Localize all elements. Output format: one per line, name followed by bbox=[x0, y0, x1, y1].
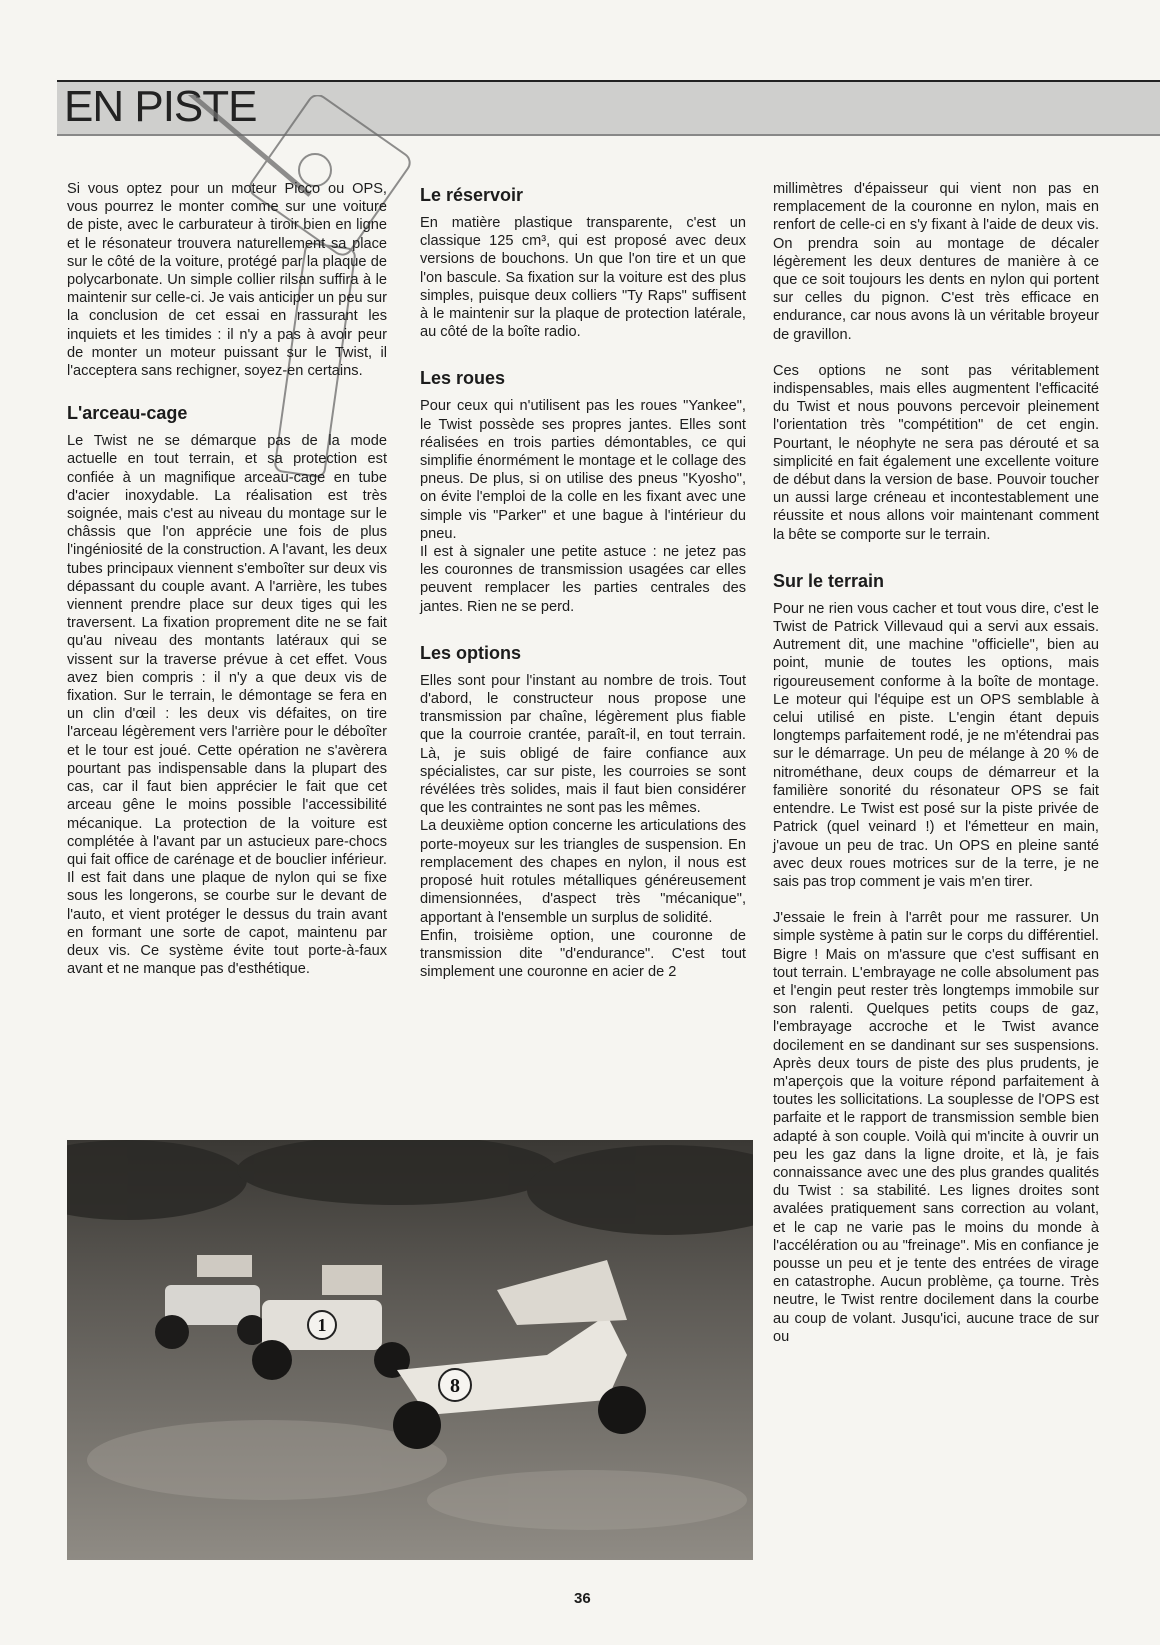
col3-paragraph-4: J'essaie le frein à l'arrêt pour me rassurer. Un simple système à patin sur le corps du différentiel. Bigre ! Mais on m'assure que c'est suffisant en tout terrain. L'embrayage ne colle absolument pas et l'engin peut rester très longtemps immobile sur son ralenti. Quelques petits coups de gaz, l'embrayage accroche et le Twist avance docilement en se dandinant sur ses suspensions. Après deux tours de piste des plus prudents, je m'aperçois que la voiture répond parfaitement à toutes les sollicitations. La souplesse de l'OPS est parfaite et le rapport de transmission semble bien adapté à son couple. Voilà qui m'incite à ouvrir un peu les gaz dans la ligne droite, et là, je fais connaissance avec une des plus grandes qualités du Twist : sa stabilité. Les lignes droites sont avalées pratiquement sans correction au volant, et le cap ne varie pas le moins du monde à l'accélération ou au "freinage". Mis en confiance je pousse un peu et je tente des entrées de virage en catastrophe. Aucun problème, ça tourne. Très neutre, le Twist rentre docilement dans la courbe au coup de volant. Jusqu'ici, aucune trace de sur ou bbox=[773, 910, 1099, 1345]
col2-paragraph-5: La deuxième option concerne les articulations des porte-moyeux sur les triangles de suspension. En remplacement des chapes en nylon, il nous est proposé huit rotules métalliques généreusement dimensionnées, d'aspect très "mécanique", apportant à l'ensemble un surplus de solidité. bbox=[420, 818, 746, 926]
col1-paragraph-2: Le Twist ne se démarque pas de la mode actuelle en tout terrain, et sa protection est confiée à un magnifique arceau-cage en tube d'acier inoxydable. La réalisation est très soignée, mais c'est au niveau du montage sur le châssis que l'on apprécie une fois de plus l'ingéniosité de la construction. A l'avant, les deux tubes principaux viennent s'emboîter sur deux vis dépassant du couple avant. A l'arrière, les tubes viennent prendre place sur deux tiges qui les traversent. La fixation proprement dite ne se fait qu'au niveau des montants latéraux qui se vissent sur la traverse prévue à cet effet. Vous avez bien compris : il n'y a que deux vis de fixation. Sur le terrain, le démontage se fera en un clin d'œil : les deux vis défaites, on tire l'arceau légèrement vers l'arrière pour le déboîter et le tour est joué. Cette opération ne s'avèrera pourtant pas indispensable dans la plupart des cas, car il faut bien apprécier le fait que cet arceau gêne le moins possible l'accessibilité mécanique. La protection de la voiture est complétée à l'avant par un astucieux pare-chocs qui fait office de carénage et de bouclier inférieur. Il est fait dans une plaque de nylon qui se fixe sous les longerons, se courbe sur le devant de l'auto, et vient protéger le dessus du train avant en formant une sorte de capot, maintenu par deux vis. Ce système évite tout porte-à-faux avant et ne manque pas d'esthétique. bbox=[67, 433, 387, 978]
car-number-8-label: 8 bbox=[450, 1375, 460, 1397]
heading-reservoir: Le réservoir bbox=[420, 185, 524, 205]
page-number: 36 bbox=[574, 1590, 591, 1607]
heading-arceau-cage: L'arceau-cage bbox=[67, 403, 188, 424]
col2-paragraph-1: En matière plastique transparente, c'est un classique 125 cm³, qui est proposé avec deux versions de bouchons. Un que l'on tire et un que l'on bascule. Sa fixation sur la voiture est des plus simples, puisque deux colliers "Ty Raps" suffisent à le maintenir sur la plaque de protection latérale, au côté de la boîte radio. bbox=[420, 215, 746, 341]
col3-paragraph-1: millimètres d'épaisseur qui vient non pas en remplacement de la couronne en nylon, mais en renfort de celle-ci en s'y fixant à l'aide de deux vis. On prendra soin au montage de décaler légèrement les deux dentures de manière à ce que ce soit toujours les dents en nylon qui portent sur celles du pignon. C'est très efficace en endurance, car nous avons là un véritable broyeur de gravillon. bbox=[773, 181, 1099, 343]
col2-paragraph-6: Enfin, troisième option, une couronne de transmission dite "d'endurance". C'est tout simplement une couronne en acier de 2 bbox=[420, 927, 746, 981]
col2-paragraph-2: Pour ceux qui n'utilisent pas les roues "Yankee", le Twist possède ses propres jantes. Elles sont réalisées en trois parties démontables, ce qui simplifie énormément le montage et le collage des pneus. De plus, si on utilise des pneus "Kyosho", on évite l'emploi de la colle en les fixant avec une simple vis "Parker" et une bague à l'intérieur du pneu. bbox=[420, 398, 746, 542]
rubric-title: EN PISTE bbox=[64, 82, 257, 131]
col2-paragraph-4: Elles sont pour l'instant au nombre de trois. Tout d'abord, le constructeur nous propose une transmission par chaîne, légèrement plus fiable que la courroie crantée, paraît-il, en tout terrain. Là, je suis obligé de faire confiance aux spécialistes, car sur piste, les courroies se sont révélées très solides, mais il faut bien considérer que les contraintes ne sont pas les mêmes. bbox=[420, 672, 746, 817]
col3-paragraph-2: Ces options ne sont pas véritablement indispensables, mais elles augmentent l'efficacité du Twist et nous pouvons percevoir pleinement l'orientation très "compétition" de cet engin. Pourtant, le néophyte ne sera pas dérouté et sa simplicité en fait également une excellente voiture de début dans la version de base. Pouvoir toucher un aussi large créneau et incontestablement une réussite et nous allons voir maintenant comment la bête se comporte sur le terrain. bbox=[773, 362, 1099, 543]
col2-paragraph-3: Il est à signaler une petite astuce : ne jetez pas les couronnes de transmission usagées car elles peuvent remplacer les parties centrales des jantes. Rien ne se perd. bbox=[420, 544, 746, 615]
heading-roues: Les roues bbox=[420, 368, 506, 389]
column-3 bbox=[773, 180, 1099, 1346]
column-2 bbox=[420, 180, 746, 981]
photo-three-buggies bbox=[67, 1140, 753, 1560]
car-number-1-label: 1 bbox=[317, 1315, 327, 1335]
col3-paragraph-3: Pour ne rien vous cacher et tout vous dire, c'est le Twist de Patrick Villevaud qui a servi aux essais. Autrement dit, une machine "officielle", bien au point, munie de toutes les options, mais rigoureusement conforme à la boîte de montage. Le moteur qui l'équipe est un OPS semblable à celui utilisé en piste. L'engin étant depuis longtemps parfaitement rodé, je ne m'étendrai pas sur le démarrage. Un peu de mélange à 20 % de nitrométhane, deux coups de démarreur et la familière sonorité du résonateur OPS se fait entendre. Le Twist est posé sur la piste privée de Patrick (quel veinard !) et l'émetteur en main, j'avoue un peu de trac. Un OPS en pleine santé avec deux roues motrices sur de la terre, je ne sais pas trop comment je vais m'en tirer. bbox=[773, 600, 1099, 890]
heading-sur-le-terrain: Sur le terrain bbox=[773, 570, 885, 591]
col1-paragraph-1: Si vous optez pour un moteur Picco ou OPS, vous pourrez le monter comme sur une voiture de piste, avec le carburateur à tiroir bien en ligne et le résonateur trouvera naturellement sa place sur le côté de la voiture, protégé par la plaque de polycarbonate. Un simple collier rilsan suffira à le maintenir sur celle-ci. Je vais anticiper un peu sur la conclusion de cet essai en rassurant les inquiets et les timides : il n'y a pas à avoir peur de monter un moteur puissant sur le Twist, il l'acceptera sans rechigner, soyez-en certains. bbox=[67, 181, 387, 380]
heading-options: Les options bbox=[420, 642, 522, 663]
column-1 bbox=[67, 180, 387, 978]
